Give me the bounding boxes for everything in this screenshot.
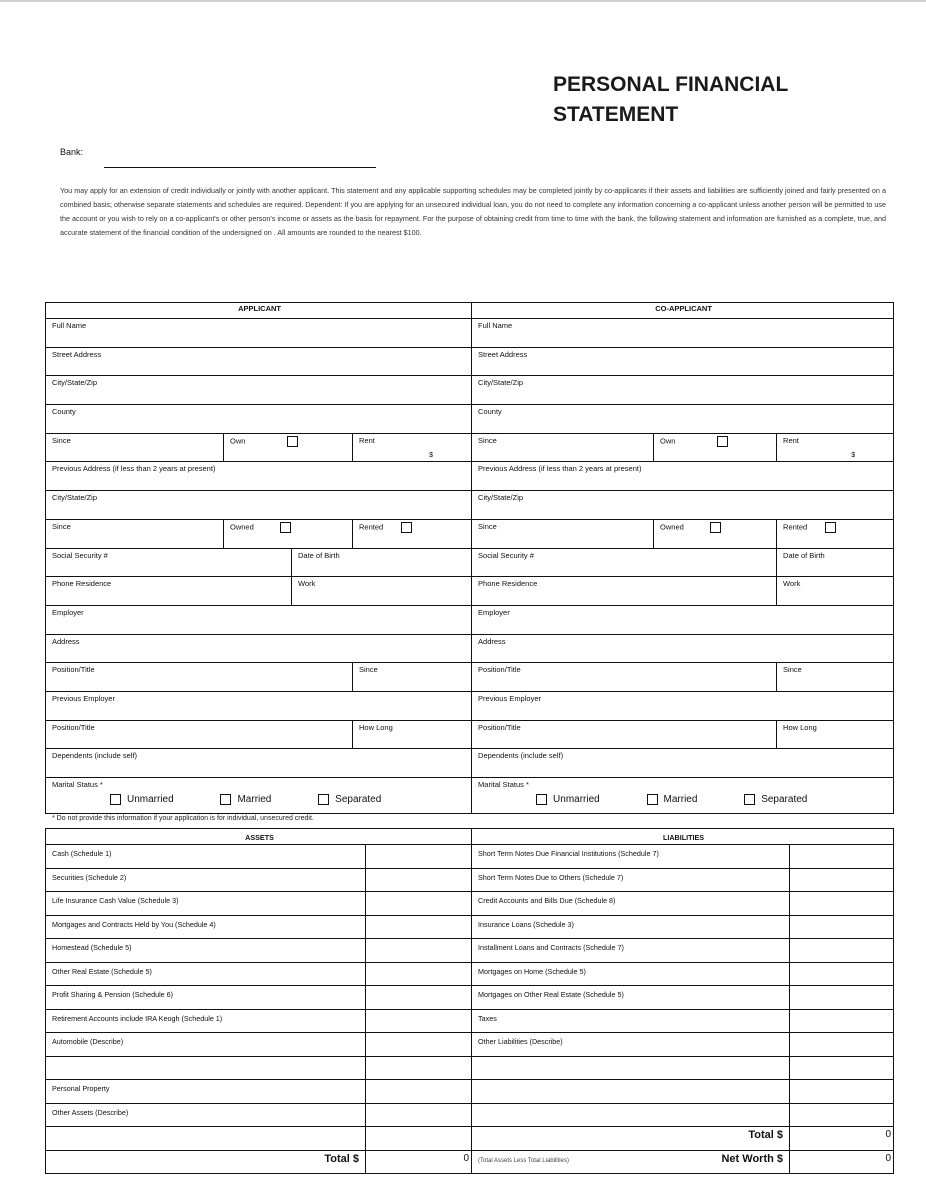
- coapplicant-how-long-field[interactable]: How Long: [777, 720, 894, 749]
- title-line-1: PERSONAL FINANCIAL: [553, 73, 789, 96]
- coapplicant-employer-field[interactable]: Employer: [472, 605, 894, 634]
- applicant-header: APPLICANT: [46, 303, 472, 319]
- asset-label: Profit Sharing & Pension (Schedule 6): [46, 986, 366, 1010]
- coapplicant-since-field[interactable]: Since: [472, 433, 654, 462]
- applicant-separated-option[interactable]: Separated: [318, 794, 381, 805]
- total-assets-label: Total $: [46, 1150, 366, 1174]
- page-top-border: [0, 0, 926, 2]
- coapplicant-employer-address-field[interactable]: Address: [472, 634, 894, 663]
- liability-value-cell[interactable]: [790, 868, 894, 892]
- asset-value-cell[interactable]: [366, 915, 472, 939]
- coapplicant-full-name-field[interactable]: Full Name: [472, 319, 894, 348]
- balance-row: [46, 1033, 894, 1057]
- applicant-dependents-field[interactable]: Dependents (include self): [46, 749, 472, 778]
- liability-value-cell[interactable]: [790, 1009, 894, 1033]
- liability-label: Other Liabilities (Describe): [472, 1033, 790, 1057]
- applicant-employer-field[interactable]: Employer: [46, 605, 472, 634]
- coapplicant-own-option[interactable]: Own: [654, 433, 777, 462]
- coapplicant-unmarried-option[interactable]: Unmarried: [536, 794, 600, 805]
- title-line-2: STATEMENT: [553, 103, 679, 126]
- liability-label: Mortgages on Home (Schedule 5): [472, 962, 790, 986]
- applicant-work-phone-field[interactable]: Work: [292, 577, 472, 606]
- coapplicant-city-state-zip-field[interactable]: City/State/Zip: [472, 376, 894, 405]
- applicant-ssn-field[interactable]: Social Security #: [46, 548, 292, 577]
- asset-value-cell[interactable]: [366, 1056, 472, 1080]
- balance-row: [46, 845, 894, 869]
- intro-paragraph: You may apply for an extension of credit individually or jointly with another applicant. This statement and any applicable supporting schedules may be completed jointly by co-applicants if their assets and liabilities are sufficiently joined and fairly presented on a combined basis; otherwise separate statements and schedules are required. Dependent: If you are applying for an unsecured individual loan, you do not need to complete any information concerning a co-applicant unless another person will be permitted to use the account or you wish to rely on a co-applicant's or other person's income or assets as the basis for repayment. For the purpose of obtaining credit from time to time with the bank, the following statement and information are furnished as a complete, true, and accurate statement of the financial condition of the undersigned on . All amounts are rounded to the nearest $100.: [60, 186, 886, 237]
- coapplicant-own-checkbox[interactable]: [717, 436, 728, 447]
- liability-label: [472, 1080, 790, 1104]
- liability-label: Installment Loans and Contracts (Schedule 7): [472, 939, 790, 963]
- asset-label: Homestead (Schedule 5): [46, 939, 366, 963]
- coapplicant-ssn-field[interactable]: Social Security #: [472, 548, 777, 577]
- coapplicant-position-field[interactable]: Position/Title: [472, 663, 777, 692]
- asset-value-cell[interactable]: [366, 868, 472, 892]
- applicant-rented-option[interactable]: Rented: [353, 519, 472, 548]
- coapplicant-prev-city-state-zip-field[interactable]: City/State/Zip: [472, 491, 894, 520]
- coapplicant-rent-field[interactable]: Rent $: [777, 433, 894, 462]
- applicant-previous-employer-field[interactable]: Previous Employer: [46, 691, 472, 720]
- liability-label: Insurance Loans (Schedule 3): [472, 915, 790, 939]
- bank-field-line[interactable]: [104, 167, 376, 168]
- net-worth-value: 0: [790, 1150, 894, 1174]
- coapplicant-separated-checkbox[interactable]: [744, 794, 755, 805]
- asset-label: Other Assets (Describe): [46, 1103, 366, 1127]
- net-worth-cell: [472, 1150, 790, 1174]
- liabilities-header: LIABILITIES: [472, 829, 894, 845]
- coapplicant-previous-address-field[interactable]: Previous Address (if less than 2 years at present): [472, 462, 894, 491]
- asset-label: Personal Property: [46, 1080, 366, 1104]
- liability-value-cell[interactable]: [790, 939, 894, 963]
- applicant-unmarried-checkbox[interactable]: [110, 794, 121, 805]
- assets-header: ASSETS: [46, 829, 472, 845]
- applicant-own-checkbox[interactable]: [287, 436, 298, 447]
- document-title: [553, 70, 788, 130]
- balance-row: [46, 986, 894, 1010]
- coapplicant-previous-employer-field[interactable]: Previous Employer: [472, 691, 894, 720]
- asset-label: Life Insurance Cash Value (Schedule 3): [46, 892, 366, 916]
- applicant-prev-since-field[interactable]: Since: [46, 519, 224, 548]
- liability-value-cell[interactable]: [790, 1080, 894, 1104]
- applicant-phone-residence-field[interactable]: Phone Residence: [46, 577, 292, 606]
- applicant-owned-checkbox[interactable]: [280, 522, 291, 533]
- coapplicant-owned-option[interactable]: Owned: [654, 519, 777, 548]
- asset-label: Securities (Schedule 2): [46, 868, 366, 892]
- coapplicant-dob-field[interactable]: Date of Birth: [777, 548, 894, 577]
- liability-label: Short Term Notes Due to Others (Schedule 7): [472, 868, 790, 892]
- net-worth-note: (Total Assets Less Total Liabilities): [478, 1157, 569, 1164]
- applicant-owned-option[interactable]: Owned: [224, 519, 353, 548]
- applicant-rent-field[interactable]: Rent $: [353, 433, 472, 462]
- liability-label: [472, 1056, 790, 1080]
- coapplicant-married-option[interactable]: Married: [647, 794, 698, 805]
- balance-row: [46, 1009, 894, 1033]
- applicant-full-name-field[interactable]: Full Name: [46, 319, 472, 348]
- asset-value-cell[interactable]: [366, 1080, 472, 1104]
- balance-sheet-table: [45, 828, 894, 1174]
- coapplicant-county-field[interactable]: County: [472, 405, 894, 434]
- applicant-previous-address-field[interactable]: Previous Address (if less than 2 years at present): [46, 462, 472, 491]
- applicant-city-state-zip-field[interactable]: City/State/Zip: [46, 376, 472, 405]
- liability-value-cell[interactable]: [790, 986, 894, 1010]
- asset-value-cell[interactable]: [366, 892, 472, 916]
- asset-row-empty[interactable]: [46, 1127, 366, 1151]
- total-liabilities-label: Total $: [472, 1127, 790, 1151]
- liability-label: Taxes: [472, 1009, 790, 1033]
- asset-value-cell[interactable]: [366, 845, 472, 869]
- liability-label: [472, 1103, 790, 1127]
- applicant-position-field[interactable]: Position/Title: [46, 663, 353, 692]
- coapplicant-separated-option[interactable]: Separated: [744, 794, 807, 805]
- asset-label: Retirement Accounts include IRA Keogh (Schedule 1): [46, 1009, 366, 1033]
- asset-value-cell[interactable]: [366, 1009, 472, 1033]
- liability-value-cell[interactable]: [790, 1103, 894, 1127]
- balance-row: [46, 892, 894, 916]
- applicant-how-long-field[interactable]: How Long: [353, 720, 472, 749]
- asset-value-cell[interactable]: [366, 1033, 472, 1057]
- applicant-own-option[interactable]: Own: [224, 433, 353, 462]
- coapplicant-work-phone-field[interactable]: Work: [777, 577, 894, 606]
- coapplicant-phone-residence-field[interactable]: Phone Residence: [472, 577, 777, 606]
- coapplicant-owned-checkbox[interactable]: [710, 522, 721, 533]
- liability-value-cell[interactable]: [790, 1056, 894, 1080]
- applicant-marital-status: Marital Status * Unmarried Married Separated: [46, 778, 472, 814]
- coapplicant-street-address-field[interactable]: Street Address: [472, 347, 894, 376]
- asset-label: Other Real Estate (Schedule 5): [46, 962, 366, 986]
- applicant-employer-address-field[interactable]: Address: [46, 634, 472, 663]
- applicant-info-table: [45, 302, 894, 814]
- bank-label: Bank:: [60, 147, 84, 157]
- coapplicant-prev-since-field[interactable]: Since: [472, 519, 654, 548]
- balance-row: [46, 915, 894, 939]
- asset-label: Mortgages and Contracts Held by You (Schedule 4): [46, 915, 366, 939]
- coapplicant-header: CO-APPLICANT: [472, 303, 894, 319]
- liability-value-cell[interactable]: [790, 962, 894, 986]
- applicant-married-option[interactable]: Married: [220, 794, 271, 805]
- asset-value-cell[interactable]: [366, 939, 472, 963]
- liability-label: Mortgages on Other Real Estate (Schedule 5): [472, 986, 790, 1010]
- applicant-position-since-field[interactable]: Since: [353, 663, 472, 692]
- applicant-dob-field[interactable]: Date of Birth: [292, 548, 472, 577]
- liability-value-cell[interactable]: [790, 1033, 894, 1057]
- applicant-separated-checkbox[interactable]: [318, 794, 329, 805]
- marital-footnote: * Do not provide this information if your application is for individual, unsecured credit.: [52, 815, 314, 822]
- balance-row: [46, 1103, 894, 1127]
- asset-value-cell[interactable]: [366, 986, 472, 1010]
- balance-row: [46, 868, 894, 892]
- coapplicant-married-checkbox[interactable]: [647, 794, 658, 805]
- coapplicant-position-since-field[interactable]: Since: [777, 663, 894, 692]
- applicant-county-field[interactable]: County: [46, 405, 472, 434]
- liability-value-cell[interactable]: [790, 845, 894, 869]
- asset-label: [46, 1056, 366, 1080]
- liability-value-cell[interactable]: [790, 915, 894, 939]
- total-liabilities-value: 0: [790, 1127, 894, 1151]
- liability-label: Short Term Notes Due Financial Institutions (Schedule 7): [472, 845, 790, 869]
- asset-value-cell[interactable]: [366, 1103, 472, 1127]
- applicant-rented-checkbox[interactable]: [401, 522, 412, 533]
- applicant-prev-position-field[interactable]: Position/Title: [46, 720, 353, 749]
- asset-value-cell[interactable]: [366, 1127, 472, 1151]
- coapplicant-unmarried-checkbox[interactable]: [536, 794, 547, 805]
- applicant-since-field[interactable]: Since: [46, 433, 224, 462]
- coapplicant-prev-position-field[interactable]: Position/Title: [472, 720, 777, 749]
- applicant-married-checkbox[interactable]: [220, 794, 231, 805]
- liability-label: Credit Accounts and Bills Due (Schedule 8): [472, 892, 790, 916]
- asset-label: Cash (Schedule 1): [46, 845, 366, 869]
- coapplicant-dependents-field[interactable]: Dependents (include self): [472, 749, 894, 778]
- applicant-street-address-field[interactable]: Street Address: [46, 347, 472, 376]
- balance-row: [46, 962, 894, 986]
- applicant-unmarried-option[interactable]: Unmarried: [110, 794, 174, 805]
- applicant-prev-city-state-zip-field[interactable]: City/State/Zip: [46, 491, 472, 520]
- asset-label: Automobile (Describe): [46, 1033, 366, 1057]
- coapplicant-rented-option[interactable]: Rented: [777, 519, 894, 548]
- balance-row: [46, 1056, 894, 1080]
- coapplicant-marital-status: Marital Status * Unmarried Married Separated: [472, 778, 894, 814]
- balance-row: [46, 1080, 894, 1104]
- asset-value-cell[interactable]: [366, 962, 472, 986]
- coapplicant-rented-checkbox[interactable]: [825, 522, 836, 533]
- total-assets-value: 0: [366, 1150, 472, 1174]
- balance-row: [46, 939, 894, 963]
- net-worth-label: Net Worth $: [721, 1152, 784, 1165]
- liability-value-cell[interactable]: [790, 892, 894, 916]
